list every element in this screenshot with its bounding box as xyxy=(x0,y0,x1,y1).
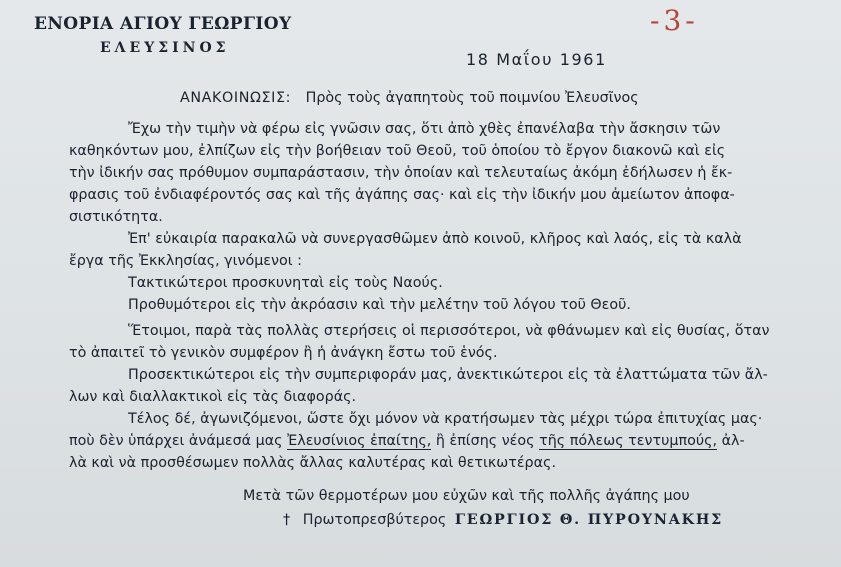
paragraph-line: τὴν ἰδικήν σας πρόθυμον συμπαράστασιν, τὴν ὁποίαν καὶ τελευταίως ἀκόμη ἐδήλωσεν ἡ ἔκ- xyxy=(69,165,733,181)
text-segment: ποὺ δὲν ὑπάρχει ἀνάμεσά μας xyxy=(69,433,283,449)
paragraph-line: Ἐπ' εὐκαιρία παρακαλῶ νὰ συνεργασθῶμεν ἀπὸ κοινοῦ, κλῆρος καὶ λαός, εἰς τὰ καλὰ xyxy=(128,231,742,247)
paragraph-line: ἔργα τῆς Ἐκκλησίας, γινόμενοι : xyxy=(69,253,302,269)
paragraph-line: Τέλος δέ, ἀγωνιζόμενοι, ὥστε ὄχι μόνον νὰ κρατήσωμεν τὰς μέχρι τώρα ἐπιτυχίας μας· xyxy=(128,411,763,427)
paragraph-line-underlined xyxy=(69,432,745,450)
paragraph-line: Ἔχω τὴν τιμὴν νὰ φέρω εἰς γνῶσιν σας, ὅτι ἀπὸ χθὲς ἐπανέλαβα τὴν ἄσκησιν τῶν xyxy=(128,121,721,137)
paragraph-line: λὰ καὶ νὰ προσθέσωμεν πολλὰς ἄλλας καλυτέρας καὶ θετικωτέρας. xyxy=(69,455,556,471)
underlined-phrase: τῆς πόλεως τεντυμπούς, xyxy=(539,433,718,449)
town-heading: ΕΛΕΥΣΙΝΟΣ xyxy=(100,40,230,56)
parish-heading: ΕΝΟΡΙΑ ΑΓΙΟΥ ΓΕΩΡΓΙΟΥ xyxy=(34,14,292,34)
paragraph-line: λων καὶ διαλλακτικοὶ εἰς τὰς διαφοράς. xyxy=(69,389,357,405)
paragraph-line: Προθυμότεροι εἰς τὴν ἀκρόασιν καὶ τὴν μελέτην τοῦ λόγου τοῦ Θεοῦ. xyxy=(128,297,631,313)
text-segment: ἢ ἐπίσης νέος xyxy=(435,433,535,449)
paragraph-line: Τακτικώτεροι προσκυνηταὶ εἰς τοὺς Ναούς. xyxy=(128,275,443,291)
announcement-line xyxy=(180,90,639,106)
signature-line xyxy=(283,512,723,528)
paragraph-line: φρασις τοῦ ἐνδιαφέροντός σας καὶ τῆς ἀγάπης σας· καὶ εἰς τὴν ἰδικήν μου ἀμείωτον ἀποφα- xyxy=(69,187,735,203)
closing-greeting: Μετὰ τῶν θερμοτέρων μου εὐχῶν καὶ τῆς πολλῆς ἀγάπης μου xyxy=(243,488,690,504)
announcement-subject: Πρὸς τοὺς ἀγαπητοὺς τοῦ ποιμνίου Ἐλευσῖνος xyxy=(305,90,639,106)
page-number: -3- xyxy=(650,4,699,37)
paragraph-line: τὸ ἀπαιτεῖ τὸ γενικὸν συμφέρον ἢ ἡ ἀνάγκη ἔστω τοῦ ἑνός. xyxy=(69,345,498,361)
underlined-phrase: Ἐλευσίνιος ἐπαίτης, xyxy=(287,433,432,449)
announcement-label: ΑΝΑΚΟΙΝΩΣΙΣ: xyxy=(180,90,292,106)
paragraph-line: σιστικότητα. xyxy=(69,209,163,225)
paragraph-line: καθηκόντων μου, ἐλπίζων εἰς τὴν βοήθειαν τοῦ Θεοῦ, τοῦ ὁποίου τὸ ἔργον διακονῶ καὶ εἰς xyxy=(69,143,726,159)
letter-date: 18 Μαΐου 1961 xyxy=(466,50,607,69)
paragraph-line: Προσεκτικώτεροι εἰς τὴν συμπεριφοράν μας, ἀνεκτικώτεροι εἰς τὰ ἐλαττώματα τῶν ἄλ- xyxy=(128,367,768,383)
text-segment: ἀλ- xyxy=(721,433,745,449)
signatory-name: ΓΕΩΡΓΙΟΣ Θ. ΠΥΡΟΥΝΑΚΗΣ xyxy=(454,512,724,528)
cross-symbol: † xyxy=(283,512,291,528)
signatory-title: Πρωτοπρεσβύτερος xyxy=(302,512,447,528)
paragraph-line: Ἕτοιμοι, παρὰ τὰς πολλὰς στερήσεις οἱ περισσότεροι, νὰ φθάνωμεν καὶ εἰς θυσίας, ὅταν xyxy=(128,323,770,339)
